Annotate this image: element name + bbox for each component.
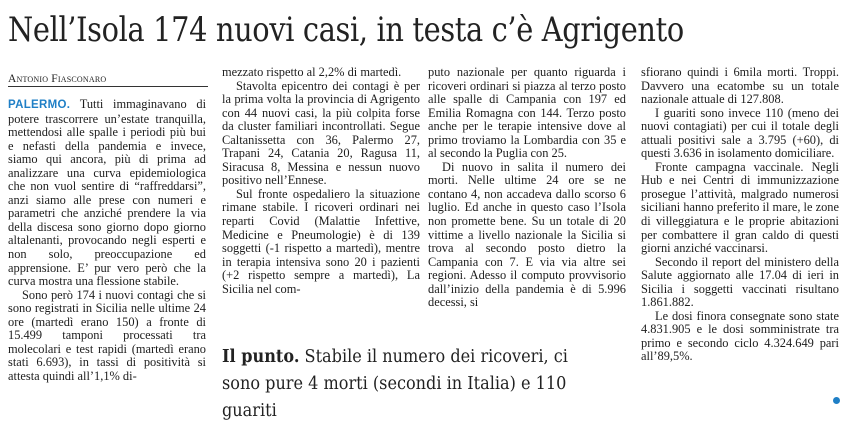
pull-quote bbox=[222, 344, 590, 425]
paragraph: Di nuovo in salita il numero dei morti. Nelle ultime 24 ore se ne contano 4, non accadeva dallo scorso 6 luglio. Ed anche in questo caso l’Isola non promette bene. Su un totale di 20 vittime a livello nazionale la Sicilia si trova al secondo posto dietro la Campania con 7. E via via altre sei regioni. Adesso il computo provvisorio dall’inizio della pandemia è di 5.996 decessi, si bbox=[428, 159, 626, 310]
paragraph bbox=[8, 98, 206, 289]
paragraph: Fronte campagna vaccinale. Negli Hub e nei Centri di immunizzazione prosegue l’attività, malgrado numerosi siciliani hanno preferito il mare, le zone di villeggiatura e le proprie abitazioni per combattere il gran caldo di questi giorni anziché vaccinarsi. bbox=[641, 159, 839, 256]
paragraph: Stavolta epicentro dei contagi è per la prima volta la provincia di Agrigento con 44 nuovi casi, la più colpita forse da cluster familiari incontrollati. Segue Caltanissetta con 36, Palermo 27, Trapani 24, Catania 20, Ragusa 11, Siracusa 8, Messina e nessun nuovo positivo nell’Ennese. bbox=[222, 78, 420, 188]
article-column-2 bbox=[222, 66, 420, 330]
paragraph: sfiorano quindi i 6mila morti. Troppi. Davvero una ecatombe su un totale nazionale attuale di 127.808. bbox=[641, 66, 839, 107]
pull-quote-kicker: Il punto. bbox=[222, 347, 300, 367]
end-of-article-dot-icon bbox=[833, 397, 840, 404]
article-column-1 bbox=[8, 98, 206, 418]
dateline: PALERMO. bbox=[8, 99, 71, 111]
byline-divider bbox=[8, 86, 208, 87]
paragraph-text: Tutti immaginavano di potere trascorrere un’estate tranquilla, mettendosi alle spalle i periodi più bui e nefasti della pandemia e invece, siamo qui ancora, più di prima ad analizzare una curva epidemiologica che non vuol sentire di “raffreddarsi”, anzi siamo alle prese con numeri e parametri che anziché prendere la via della discesa sono giorno dopo giorno altalenanti, provocando negli esperti e non solo, preoccupazione ed apprensione. E’ pur vero però che la curva mostra una flessione stabile. bbox=[8, 98, 206, 289]
article-column-4 bbox=[641, 66, 839, 416]
paragraph: Sul fronte ospedaliero la situazione rimane stabile. I ricoveri ordinari nei reparti Covid (Malattie Infettive, Medicine e Pneumologie) è di 139 soggetti (-1 rispetto a martedì), mentre in terapia intensiva sono 20 i pazienti (+2 rispetto sempre a martedì), La Sicilia nel com- bbox=[222, 186, 420, 296]
paragraph: Le dosi finora consegnate sono state 4.831.905 e le dosi somministrate tra primo e secondo ciclo 4.324.649 pari all’89,5%. bbox=[641, 308, 839, 364]
headline: Nell’Isola 174 nuovi casi, in testa c’è Agrigento bbox=[8, 10, 684, 49]
paragraph: mezzato rispetto al 2,2% di martedì. bbox=[222, 66, 402, 79]
paragraph: Secondo il report del ministero della Salute aggiornato alle 17.04 di ieri in Sicilia i soggetti vaccinati risultano 1.861.882. bbox=[641, 254, 839, 310]
paragraph: I guariti sono invece 110 (meno dei nuovi contagiati) per cui il totale degli attuali positivi sale a 3.795 (+60), di questi 3.636 in isolamento domiciliare. bbox=[641, 105, 839, 161]
byline: Antonio Fiasconaro bbox=[8, 73, 107, 85]
pull-quote-text: Stabile il numero dei ricoveri, ci sono pure 4 morti (secondi in Italia) e 110 guariti bbox=[222, 347, 568, 421]
article-column-3 bbox=[428, 66, 626, 344]
paragraph: puto nazionale per quanto riguarda i ricoveri ordinari si piazza al terzo posto alle spalle di Campania con 197 ed Emilia Romagna con 144. Terzo posto anche per le terapie intensive dove al primo troviamo la Lombardia con 35 e al secondo la Puglia con 25. bbox=[428, 66, 626, 161]
paragraph: Sono però 174 i nuovi contagi che si sono registrati in Sicilia nelle ultime 24 ore (martedì erano 150) a fronte di 15.499 tamponi processati tra molecolari e test rapidi (martedì erano stati 6.693), in tassi di positività si attesta quindi all’1,1% di- bbox=[8, 287, 206, 383]
